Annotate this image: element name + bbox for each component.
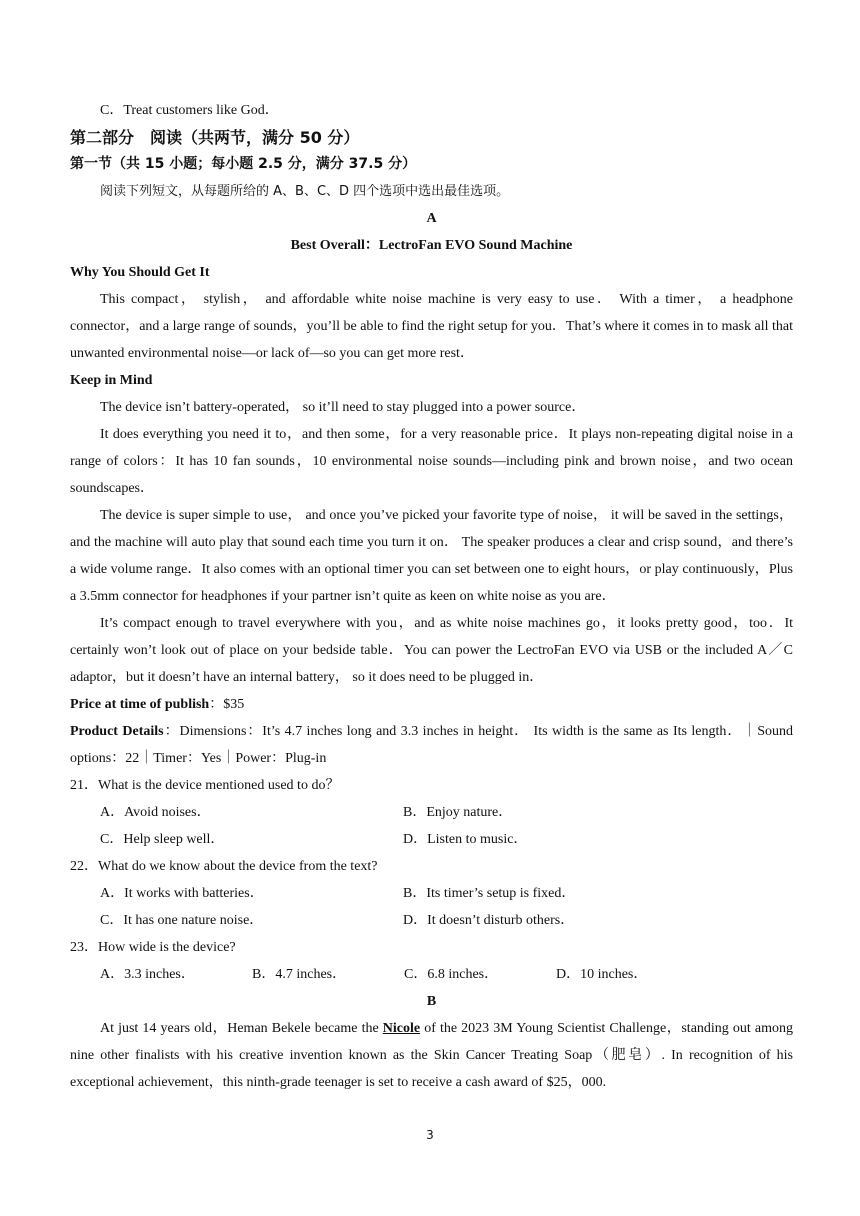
passage-b-text-before: At just 14 years old，Heman Bekele became the [100,1021,383,1036]
question-22-option-b[interactable]: B．Its timer’s setup is fixed． [403,886,576,901]
question-21-stem: 21．What is the device mentioned used to do？ [70,778,340,793]
page-number: 3 [426,1128,434,1142]
question-21-options-row-1 [70,799,793,826]
question-22-option-c[interactable]: C．It has one nature noise． [100,913,264,928]
product-details-text: ：Dimensions：It’s 4.7 inches long and 3.3 inches in height． Its width is the same as Its length．｜Sound options：22｜Timer：Yes｜Power：Plug-in [70,724,793,766]
passage-a-paragraph-4: The device is super simple to use， and once you’ve picked your favorite type of noise， it will be saved in the settings， and the machine will auto play that sound each time you turn it on． The speaker produces a clear and crisp sound，and there’s a wide volume range．It also comes with an optional timer you can set between one to eight hours，or play continuously，Plus a 3.5mm connector for headphones if your partner isn’t quite as keen on white noise as you are． [70,508,793,604]
question-23-stem: 23．How wide is the device? [70,940,236,955]
question-22-option-d[interactable]: D．It doesn’t disturb others． [403,913,575,928]
instruction-text: 阅读下列短文，从每题所给的 A、B、C、D 四个选项中选出最佳选项。 [100,184,510,199]
heading-keep-in-mind: Keep in Mind [70,373,153,388]
question-23-option-b[interactable]: B．4.7 inches． [252,967,347,982]
question-21-option-d[interactable]: D．Listen to music． [403,832,528,847]
part-heading: 第二部分 阅读（共两节，满分 50 分） [70,128,360,147]
question-22-stem: 22．What do we know about the device from the text? [70,859,378,874]
question-21-option-b[interactable]: B．Enjoy nature． [403,805,513,820]
passage-a-paragraph-1: This compact， stylish， and affordable white noise machine is very easy to use． With a timer， a headphone connector，and a large range of sounds，you’ll be able to find the right setup for you．That’s where it comes in to mask all that unwanted environmental noise—or lack of—so you can get more rest． [70,292,793,361]
price-value: ：$35 [209,697,245,712]
passage-a-title: Best Overall：LectroFan EVO Sound Machine [290,238,573,253]
price-label: Price at time of publish [70,697,210,712]
question-21-option-a[interactable]: A．Avoid noises． [100,805,211,820]
product-details [70,718,793,772]
passage-b-letter: B [426,994,437,1009]
passage-a-letter: A [426,211,437,226]
question-23-options-row [70,961,793,988]
price-line [70,691,793,718]
passage-a-paragraph-3: It does everything you need it to，and then some，for a very reasonable price．It plays non-repeating digital noise in a range of colors：It has 10 fan sounds，10 environmental noise sounds—including pink and brown noise，and two ocean soundscapes． [70,427,793,496]
previous-question-option-c: C．Treat customers like God． [100,103,279,118]
passage-b-text-after: of the 2023 3M Young Scientist Challenge，standing out among nine other finalists with his creative invention known as the Skin Cancer Treating Soap（肥皂）. In recognition of his exceptional achievement，this ninth-grade teenager is set to receive a cash award of $25，000. [70,1021,793,1090]
question-22-option-a[interactable]: A．It works with batteries． [100,886,264,901]
section-heading: 第一节（共 15 小题；每小题 2.5 分，满分 37.5 分） [70,156,417,172]
passage-b-paragraph-1 [70,1015,793,1096]
question-22-options-row-1 [70,880,793,907]
question-22-options-row-2 [70,907,793,934]
exam-page [70,97,793,1096]
passage-a-paragraph-5: It’s compact enough to travel everywhere with you，and as white noise machines go，it looks pretty good，too．It certainly won’t look out of place on your bedside table．You can power the LectroFan EVO via USB or the included A／C adaptor，but it doesn’t have an internal battery， so it does need to be plugged in． [70,616,793,685]
passage-a-paragraph-2: The device isn’t battery-operated， so it’ll need to stay plugged into a power source． [100,400,586,415]
question-23-option-c[interactable]: C．6.8 inches． [404,967,499,982]
underlined-keyword: Nicole [382,1021,421,1036]
question-23-option-a[interactable]: A．3.3 inches． [100,967,195,982]
question-23-option-d[interactable]: D．10 inches． [556,967,648,982]
heading-why-get-it: Why You Should Get It [70,265,210,280]
product-details-label: Product Details [70,724,164,739]
question-21-option-c[interactable]: C．Help sleep well． [100,832,225,847]
question-21-options-row-2 [70,826,793,853]
